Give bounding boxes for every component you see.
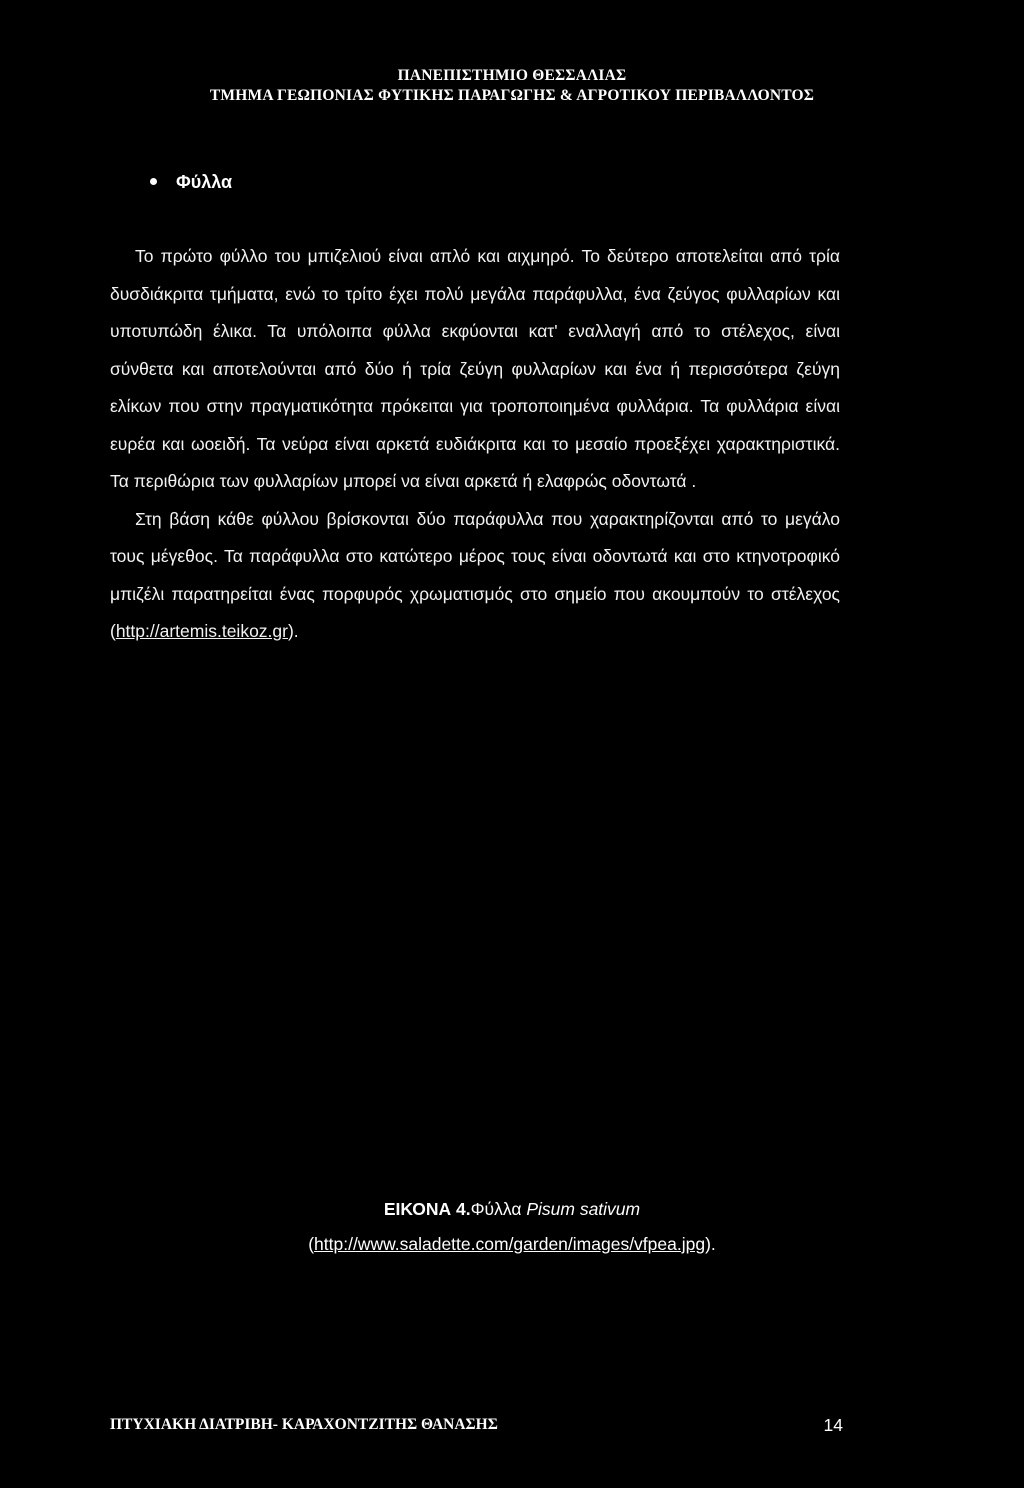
- figure-source-close: ).: [705, 1234, 716, 1254]
- bullet-icon: [150, 178, 157, 185]
- figure-source-open: (: [308, 1234, 315, 1254]
- figure-species: Pisum sativum: [526, 1199, 641, 1219]
- figure-title: Φύλλα: [470, 1199, 527, 1219]
- footer-text: ΠΤΥΧΙΑΚΗ ΔΙΑΤΡΙΒΗ- ΚΑΡΑΧΟΝΤΖΙΤΗΣ ΘΑΝΑΣΗΣ: [110, 1416, 498, 1433]
- paragraph-2-open: (: [110, 621, 116, 641]
- page-number: 14: [823, 1415, 843, 1435]
- section-heading-text: Φύλλα: [176, 172, 233, 192]
- figure-label: ΕΙΚΟΝΑ 4.: [383, 1199, 471, 1219]
- paragraph-2: [110, 501, 840, 651]
- section-heading: [150, 170, 232, 194]
- paragraph-1: Το πρώτο φύλλο του μπιζελιού είναι απλό και αιχμηρό. Το δεύτερο αποτελείται από τρία δυσδιάκριτα τμήματα, ενώ το τρίτο έχει πολύ μεγάλα παράφυλλα, ένα ζεύγος φυλλαρίων και υποτυπώδη έλικα. Τα υπόλοιπα φύλλα εκφύονται κατ' εναλλαγή από το στέλεχος, είναι σύνθετα και αποτελούνται από δύο ή τρία ζεύγη φυλλαρίων και ένα ή περισσότερα ζεύγη ελίκων που στην πραγματικότητα πρόκειται για τροποποιημένα φυλλάρια. Τα φυλλάρια είναι ευρέα και ωοειδή. Τα νεύρα είναι αρκετά ευδιάκριτα και το μεσαίο προεξέχει χαρακτηριστικά. Τα περιθώρια των φυλλαρίων μπορεί να είναι αρκετά ή ελαφρώς οδοντωτά .: [110, 246, 840, 491]
- figure-source-link[interactable]: http://www.saladette.com/garden/images/vfpea.jpg: [314, 1234, 706, 1254]
- paragraph-2-close: ).: [287, 621, 299, 641]
- page-footer: [110, 1412, 843, 1438]
- paragraph-2-text: Στη βάση κάθε φύλλου βρίσκονται δύο παράφυλλα που χαρακτηρίζονται από το μεγάλο τους μέγεθος. Τα παράφυλλα στο κατώτερο μέρος τους είναι οδοντωτά και στο κτηνοτροφικό μπιζέλι παρατηρείται ένας πορφυρός χρωματισμός στο σημείο που ακουμπούν το στέλεχος: [110, 508, 840, 604]
- department-name: ΤΜΗΜΑ ΓΕΩΠΟΝΙΑΣ ΦΥΤΙΚΗΣ ΠΑΡΑΓΩΓΗΣ & ΑΓΡΟΤΙΚΟΥ ΠΕΡΙΒΑΛΛΟΝΤΟΣ: [209, 87, 815, 104]
- reference-link[interactable]: http://artemis.teikoz.gr: [115, 621, 288, 641]
- figure-source: [0, 1232, 1024, 1256]
- body-text: [110, 238, 840, 651]
- university-name: ΠΑΝΕΠΙΣΤΗΜΙΟ ΘΕΣΣΑΛΙΑΣ: [397, 67, 627, 84]
- figure-caption: [0, 1197, 1024, 1221]
- page-header: [0, 66, 1024, 106]
